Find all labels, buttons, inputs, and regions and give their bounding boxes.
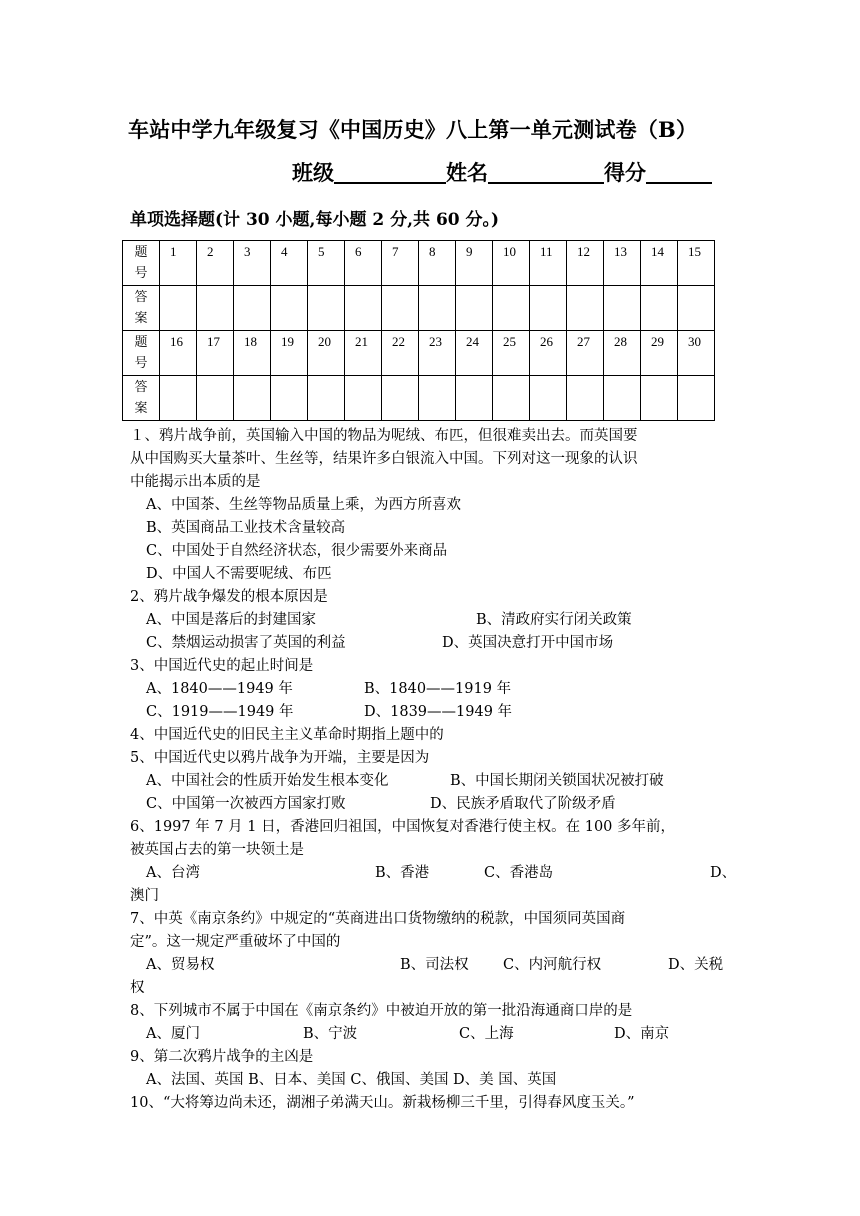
question-number-cell: 14 [641, 241, 678, 286]
question-number-cell: 13 [604, 241, 641, 286]
question-number-cell: 21 [345, 331, 382, 376]
question-number-cell: 11 [530, 241, 567, 286]
answer-cell[interactable] [234, 376, 271, 421]
question-3: 3、中国近代史的起止时间是 [130, 658, 314, 674]
answer-cell[interactable] [604, 286, 641, 331]
question-1-line-3: 中能揭示出本质的是 [130, 474, 261, 490]
question-6-line-2: 被英国占去的第一块领土是 [130, 842, 304, 858]
answer-cell[interactable] [345, 376, 382, 421]
question-6-option-c: C、香港岛 [484, 865, 554, 881]
answer-header: 答 案 [123, 376, 160, 421]
question-number-header: 题 号 [123, 241, 160, 286]
answer-table [122, 240, 715, 421]
question-number-cell: 24 [456, 331, 493, 376]
question-number-cell: 5 [308, 241, 345, 286]
question-8-option-a: A、厦门 [146, 1026, 200, 1042]
question-number-cell: 2 [197, 241, 234, 286]
table-row [123, 376, 715, 421]
question-number-cell: 9 [456, 241, 493, 286]
question-number-cell: 3 [234, 241, 271, 286]
question-6-line-1: 6、1997 年 7 月 1 日，香港回归祖国，中国恢复对香港行使主权。在 100 多年前， [130, 819, 676, 835]
answer-cell[interactable] [160, 286, 197, 331]
question-6-option-d-wrap: 澳门 [130, 888, 159, 904]
question-number-header: 题 号 [123, 331, 160, 376]
name-label: 姓名 [446, 160, 488, 185]
question-6-option-b: B、香港 [375, 865, 430, 881]
question-number-cell: 26 [530, 331, 567, 376]
student-info-line [292, 157, 712, 187]
question-8: 8、下列城市不属于中国在《南京条约》中被迫开放的第一批沿海通商口岸的是 [130, 1003, 633, 1019]
question-8-option-d: D、南京 [614, 1026, 670, 1042]
question-2-option-c: C、禁烟运动损害了英国的利益 [146, 635, 346, 651]
score-label: 得分 [604, 160, 646, 185]
answer-cell[interactable] [197, 286, 234, 331]
score-blank[interactable] [646, 160, 712, 184]
question-2-option-d: D、英国决意打开中国市场 [442, 635, 614, 651]
question-number-cell: 6 [345, 241, 382, 286]
answer-cell[interactable] [493, 286, 530, 331]
answer-cell[interactable] [345, 286, 382, 331]
question-number-cell: 27 [567, 331, 604, 376]
answer-cell[interactable] [234, 286, 271, 331]
answer-cell[interactable] [271, 286, 308, 331]
question-number-cell: 8 [419, 241, 456, 286]
section-title: 单项选择题(计 30 小题,每小题 2 分,共 60 分。) [130, 210, 500, 230]
answer-cell[interactable] [308, 286, 345, 331]
question-7-option-d: D、关税 [668, 957, 724, 973]
answer-cell[interactable] [419, 286, 456, 331]
answer-cell[interactable] [678, 286, 715, 331]
question-5-option-b: B、中国长期闭关锁国状况被打破 [450, 773, 664, 789]
question-7-option-d-wrap: 权 [130, 980, 145, 996]
question-1-line-2: 从中国购买大量茶叶、生丝等，结果许多白银流入中国。下列对这一现象的认识 [130, 451, 638, 467]
question-number-cell: 22 [382, 331, 419, 376]
question-number-cell: 30 [678, 331, 715, 376]
question-2-option-b: B、清政府实行闭关政策 [476, 612, 632, 628]
question-number-cell: 18 [234, 331, 271, 376]
question-number-cell: 20 [308, 331, 345, 376]
name-blank[interactable] [488, 160, 604, 184]
question-number-cell: 16 [160, 331, 197, 376]
question-number-cell: 12 [567, 241, 604, 286]
question-6-option-d: D、 [710, 865, 737, 881]
question-number-cell: 28 [604, 331, 641, 376]
question-2: 2、鸦片战争爆发的根本原因是 [130, 589, 328, 605]
answer-cell[interactable] [456, 286, 493, 331]
question-7-line-1: 7、中英《南京条约》中规定的“英商进出口货物缴纳的税款，中国须同英国商 [130, 911, 626, 927]
question-1-option-b: B、英国商品工业技术含量较高 [146, 520, 346, 536]
question-number-cell: 23 [419, 331, 456, 376]
question-7-option-b: B、司法权 [400, 957, 469, 973]
question-7-option-a: A、贸易权 [146, 957, 215, 973]
class-blank[interactable] [334, 160, 446, 184]
answer-cell[interactable] [308, 376, 345, 421]
answer-header: 答 案 [123, 286, 160, 331]
question-1-line-1: １、鸦片战争前，英国输入中国的物品为呢绒、布匹，但很难卖出去。而英国要 [130, 428, 638, 444]
question-5-option-c: C、中国第一次被西方国家打败 [146, 796, 346, 812]
question-9-options: A、法国、英国 B、日本、美国 C、俄国、美国 D、美 国、英国 [146, 1072, 557, 1088]
question-number-cell: 25 [493, 331, 530, 376]
answer-cell[interactable] [382, 376, 419, 421]
answer-cell[interactable] [419, 376, 456, 421]
question-number-cell: 29 [641, 331, 678, 376]
question-3-option-a: A、1840——1949 年 [146, 681, 293, 697]
question-9: 9、第二次鸦片战争的主凶是 [130, 1049, 314, 1065]
class-label: 班级 [292, 160, 334, 185]
question-number-cell: 4 [271, 241, 308, 286]
answer-cell[interactable] [678, 376, 715, 421]
answer-cell[interactable] [493, 376, 530, 421]
question-3-option-c: C、1919——1949 年 [146, 704, 294, 720]
question-3-option-b: B、1840——1919 年 [364, 681, 512, 697]
question-6-option-a: A、台湾 [146, 865, 200, 881]
question-1-option-d: D、中国人不需要呢绒、布匹 [146, 566, 332, 582]
question-4: 4、中国近代史的旧民主主义革命时期指上题中的 [130, 727, 444, 743]
answer-cell[interactable] [197, 376, 234, 421]
question-8-option-c: C、上海 [459, 1026, 514, 1042]
question-number-cell: 10 [493, 241, 530, 286]
question-number-cell: 15 [678, 241, 715, 286]
answer-cell[interactable] [567, 286, 604, 331]
exam-title: 车站中学九年级复习《中国历史》八上第一单元测试卷（B） [128, 117, 698, 142]
question-5-option-a: A、中国社会的性质开始发生根本变化 [146, 773, 389, 789]
question-10: 10、“大将筹边尚未还，湖湘子弟满天山。新栽杨柳三千里，引得春风度玉关。” [130, 1095, 635, 1111]
question-5-option-d: D、民族矛盾取代了阶级矛盾 [430, 796, 616, 812]
question-7-option-c: C、内河航行权 [503, 957, 602, 973]
answer-cell[interactable] [530, 376, 567, 421]
answer-cell[interactable] [567, 376, 604, 421]
question-7-line-2: 定”。这一规定严重破坏了中国的 [130, 934, 341, 950]
table-row [123, 331, 715, 376]
question-number-cell: 17 [197, 331, 234, 376]
question-2-option-a: A、中国是落后的封建国家 [146, 612, 316, 628]
answer-cell[interactable] [382, 286, 419, 331]
question-1-option-a: A、中国茶、生丝等物品质量上乘，为西方所喜欢 [146, 497, 461, 513]
question-3-option-d: D、1839——1949 年 [364, 704, 513, 720]
table-row [123, 241, 715, 286]
answer-cell[interactable] [604, 376, 641, 421]
question-number-cell: 1 [160, 241, 197, 286]
answer-cell[interactable] [160, 376, 197, 421]
answer-cell[interactable] [641, 286, 678, 331]
answer-cell[interactable] [271, 376, 308, 421]
answer-cell[interactable] [530, 286, 567, 331]
question-1-option-c: C、中国处于自然经济状态，很少需要外来商品 [146, 543, 448, 559]
table-row [123, 286, 715, 331]
question-5: 5、中国近代史以鸦片战争为开端，主要是因为 [130, 750, 430, 766]
question-8-option-b: B、宁波 [303, 1026, 358, 1042]
answer-cell[interactable] [641, 376, 678, 421]
question-number-cell: 19 [271, 331, 308, 376]
answer-cell[interactable] [456, 376, 493, 421]
question-number-cell: 7 [382, 241, 419, 286]
